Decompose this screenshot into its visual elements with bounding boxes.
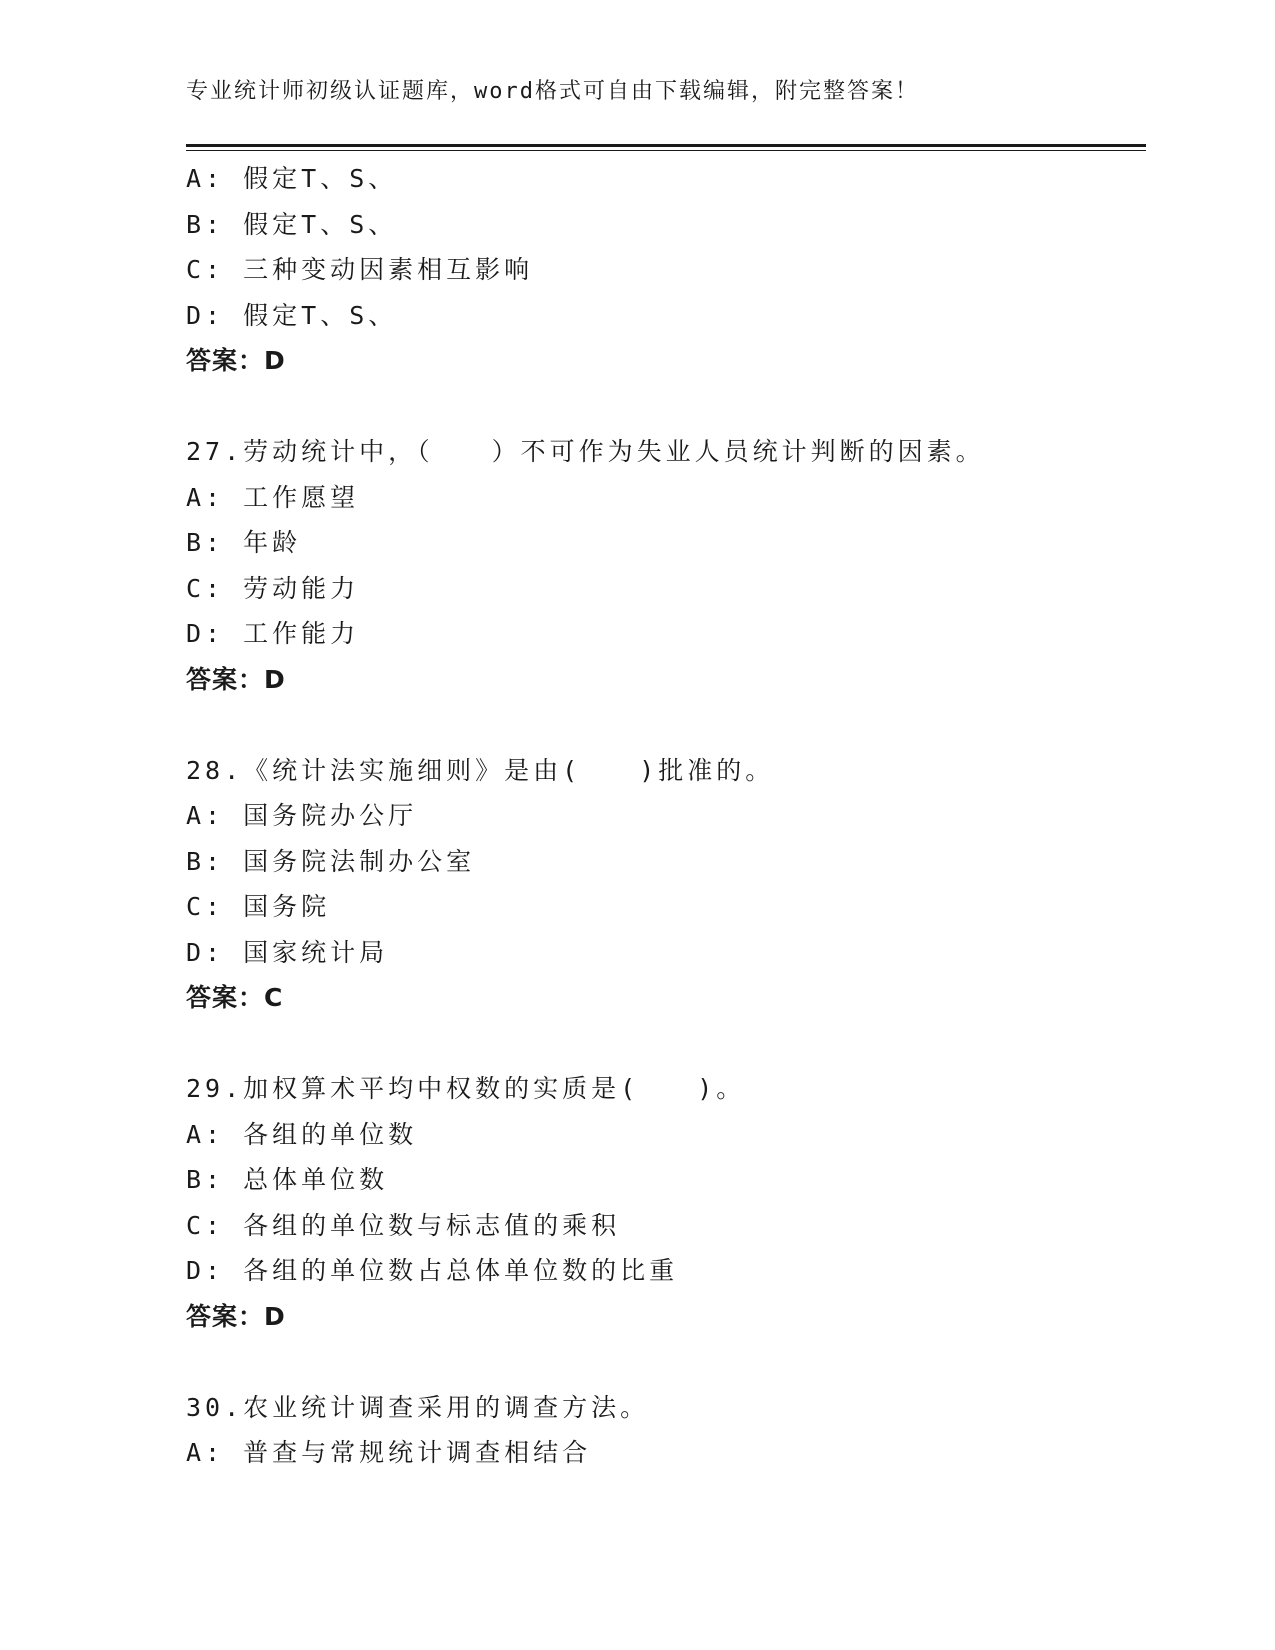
option-d: D: 工作能力: [186, 619, 360, 648]
header-rule-thin: [186, 150, 1146, 151]
page-header: 专业统计师初级认证题库，word格式可自由下载编辑，附完整答案！: [186, 79, 919, 104]
question-stem: 28.《统计法实施细则》是由( )批准的。: [186, 755, 775, 785]
option-d: D: 国家统计局: [186, 937, 389, 967]
option-c: C: 三种变动因素相互影响: [186, 255, 534, 284]
question-block-continued: [186, 156, 1146, 384]
question-block-27: [186, 429, 1146, 702]
option-b: B: 年龄: [186, 528, 302, 557]
spacer: [186, 702, 1146, 748]
answer-line: 答案：C: [186, 983, 284, 1012]
option-c: C: 国务院: [186, 892, 331, 921]
answer-line: 答案：D: [186, 664, 286, 694]
option-b: B: 国务院法制办公室: [186, 846, 476, 876]
option-d: D: 假定T、S、: [186, 300, 398, 330]
question-block-30: [186, 1385, 1146, 1476]
option-a: A: 普查与常规统计调查相结合: [186, 1438, 592, 1467]
spacer: [186, 1339, 1146, 1385]
spacer: [186, 384, 1146, 430]
question-list: [186, 156, 1146, 1476]
option-a: A: 国务院办公厅: [186, 801, 418, 830]
option-a: A: 工作愿望: [186, 482, 360, 512]
option-d: D: 各组的单位数占总体单位数的比重: [186, 1256, 679, 1285]
question-block-28: [186, 748, 1146, 1021]
option-a: A: 假定T、S、: [186, 164, 398, 193]
option-c: C: 各组的单位数与标志值的乘积: [186, 1210, 621, 1240]
option-b: B: 总体单位数: [186, 1165, 389, 1194]
spacer: [186, 1021, 1146, 1067]
option-c: C: 劳动能力: [186, 573, 360, 603]
question-stem: 27.劳动统计中，（ ）不可作为失业人员统计判断的因素。: [186, 437, 985, 466]
question-stem: 30.农业统计调查采用的调查方法。: [186, 1392, 650, 1422]
answer-line: 答案：D: [186, 1301, 286, 1331]
option-b: B: 假定T、S、: [186, 209, 398, 239]
header-rule-thick: [186, 144, 1146, 147]
answer-line: 答案：D: [186, 346, 286, 375]
option-a: A: 各组的单位数: [186, 1119, 418, 1149]
question-stem: 29.加权算术平均中权数的实质是( )。: [186, 1074, 746, 1103]
question-block-29: [186, 1066, 1146, 1339]
